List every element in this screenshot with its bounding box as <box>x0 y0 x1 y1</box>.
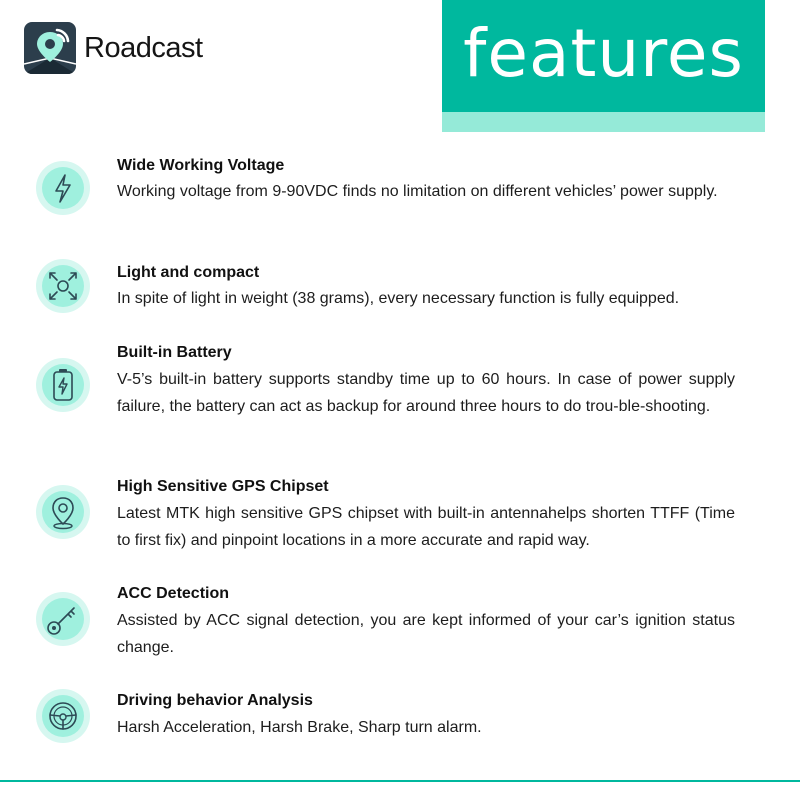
feature-title: ACC Detection <box>117 585 230 602</box>
feature-description: Assisted by ACC signal detection, you are kept informed of your car’s ignition status change. <box>117 612 735 656</box>
feature-title: Light and compact <box>117 264 260 281</box>
banner-title: features <box>463 15 744 92</box>
bottom-divider <box>0 780 800 782</box>
feature-description: Latest MTK high sensitive GPS chipset with built-in antennahelps shorten TTFF (Time to first fix) and pinpoint locations in a more accurate and rapid way. <box>117 505 735 549</box>
location-pin-signal-icon <box>24 22 76 74</box>
feature-title: Wide Working Voltage <box>117 157 285 174</box>
brand-logo <box>24 21 214 75</box>
feature-description: In spite of light in weight (38 grams), every necessary function is fully equipped. <box>117 290 680 307</box>
car-key-icon <box>35 591 91 647</box>
gps-pin-icon <box>35 484 91 540</box>
brand-name: Roadcast <box>84 31 203 64</box>
feature-description: Working voltage from 9-90VDC finds no limitation on different vehicles’ power supply. <box>117 183 718 200</box>
feature-title: Driving behavior Analysis <box>117 692 313 709</box>
features-banner <box>442 0 765 112</box>
feature-description: Harsh Acceleration, Harsh Brake, Sharp turn alarm. <box>117 719 482 736</box>
lightning-bolt-icon <box>35 160 91 216</box>
battery-icon <box>35 357 91 413</box>
feature-description: V-5’s built-in battery supports standby time up to 60 hours. In case of power supply failure, the battery can act as backup for around three hours to do trou-ble-shooting. <box>117 371 735 415</box>
banner-accent-strip <box>442 112 765 132</box>
steering-wheel-icon <box>35 688 91 744</box>
compact-arrows-icon <box>35 258 91 314</box>
feature-title: Built-in Battery <box>117 344 232 361</box>
feature-title: High Sensitive GPS Chipset <box>117 478 329 495</box>
